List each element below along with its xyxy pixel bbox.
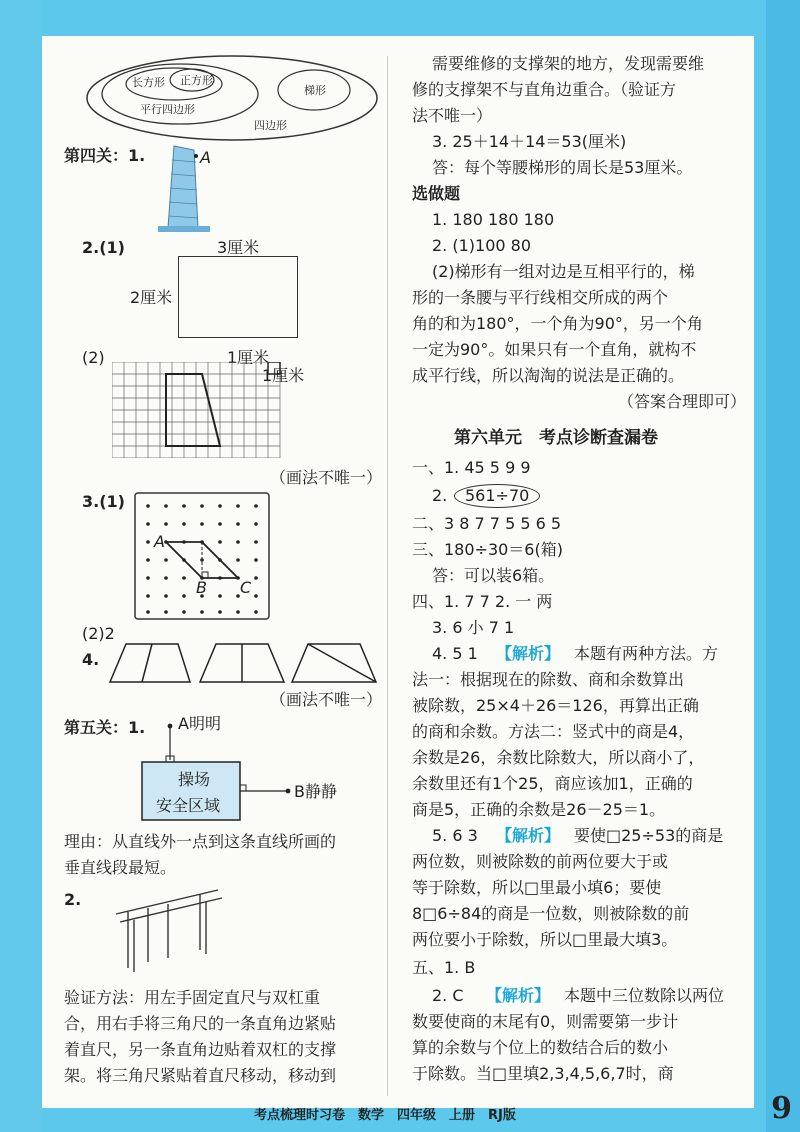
wu2-jiexi: 【解析】 — [486, 986, 551, 1005]
si5b-2: 8□6÷84的商是一位数，则被除数的前 — [412, 904, 690, 923]
q3: 3. 25＋14＋14＝53(厘米) — [432, 132, 627, 151]
x2: 2. (1)100 80 — [432, 236, 531, 255]
verify-2: 着直尺，另一条直角边贴着双杠的支撑 — [64, 1040, 337, 1059]
y2: 2. — [432, 486, 448, 505]
si4b-2: 的商和余数。方法二：竖式中的商是4， — [412, 722, 695, 741]
dot-grid-figure — [134, 492, 270, 620]
si5-text: 要使□25÷53的商是 — [574, 826, 724, 845]
dot-A: A — [154, 532, 165, 551]
rect-top-label: 3厘米 — [217, 238, 260, 257]
cont-2: 法不唯一） — [412, 106, 493, 125]
s4-3-2: (2)2 — [82, 624, 115, 643]
s4-2-1: 2.(1) — [82, 238, 125, 257]
page-left-edge — [0, 0, 42, 1132]
si4-jiexi: 【解析】 — [496, 644, 561, 663]
rectangle-figure — [178, 256, 298, 338]
field-2: 安全区域 — [156, 796, 221, 815]
venn-para: 平行四边形 — [140, 103, 195, 116]
wu1: 五、1. B — [412, 958, 476, 977]
venn-rect: 长方形 — [132, 76, 165, 89]
si4b-5: 商是5，正确的余数是26－25＝1。 — [412, 800, 666, 819]
page-right-band — [766, 0, 800, 1132]
pt-A: A明明 — [178, 714, 221, 733]
y1: 一、1. 45 5 9 9 — [412, 458, 531, 477]
parallel-bars-figure — [108, 884, 228, 974]
x1: 1. 180 180 180 — [432, 210, 555, 229]
venn-trap: 梯形 — [304, 84, 326, 97]
dot-C: C — [240, 578, 252, 597]
xuanzuo-heading: 选做题 — [412, 184, 461, 203]
wu2-text: 本题中三位数除以两位 — [564, 986, 725, 1005]
quadrilateral-venn-diagram — [82, 50, 382, 150]
si4b-1: 被除数，25×4＋26＝126，再算出正确 — [412, 696, 699, 715]
field-1: 操场 — [178, 770, 211, 789]
x2b-2: 角的和为180°，一个角为90°，另一个角 — [412, 314, 703, 333]
wu2: 2. C — [432, 986, 464, 1005]
verify-0: 验证方法：用左手固定直尺与双杠重 — [64, 988, 321, 1007]
page-number: 9 — [771, 1091, 792, 1126]
trapezoid-divisions-figure — [108, 642, 378, 684]
grid-top-label: 1厘米 — [227, 348, 270, 367]
y2-circled: 561÷70 — [454, 484, 540, 508]
si4b-3: 余数是26，余数比除数大，所以商小了， — [412, 748, 705, 767]
note-1: （画法不唯一） — [270, 468, 383, 487]
s4-3-1: 3.(1) — [82, 492, 125, 511]
verify-1: 合，用右手将三角尺的一条直角边紧贴 — [64, 1014, 337, 1033]
reason-1: 垂直线段最短。 — [64, 858, 177, 877]
x2b-3: 一定为90°。如果只有一个直角，就构不 — [412, 340, 697, 359]
si5-jiexi: 【解析】 — [496, 826, 561, 845]
s4-2-2: (2) — [82, 348, 105, 367]
si5b-1: 等于除数，所以□里最小填6；要使 — [412, 878, 662, 897]
tower-label: A — [200, 148, 211, 167]
right-note: （答案合理即可） — [618, 392, 747, 411]
wu2b-0: 数要使商的末尾有0，则需要第一步计 — [412, 1012, 679, 1031]
page-footer — [0, 1091, 800, 1132]
s4-4: 4. — [82, 650, 100, 669]
pt-B: B静静 — [294, 782, 337, 801]
si3: 3. 6 小 7 1 — [432, 618, 515, 637]
reason-0: 理由：从直线外一点到这条直线所画的 — [64, 832, 337, 851]
x2b-1: 形的一条腰与平行线相交所成的两个 — [412, 288, 669, 307]
venn-square: 正方形 — [180, 74, 213, 87]
s4-1: 第四关：1. — [64, 146, 146, 165]
er: 二、3 8 7 7 5 5 6 5 — [412, 514, 562, 533]
rect-left-label: 2厘米 — [130, 288, 173, 307]
column-divider — [387, 56, 388, 1096]
grid-right-label: 1厘米 — [262, 366, 305, 385]
si5: 5. 6 3 — [432, 826, 478, 845]
san: 三、180÷30＝6(箱) — [412, 540, 563, 559]
si4: 4. 5 1 — [432, 644, 478, 663]
si5b-0: 两位数，则被除数的前两位要大于或 — [412, 852, 669, 871]
a3: 答：每个等腰梯形的周长是53厘米。 — [432, 158, 693, 177]
si5b-3: 两位要小于除数，所以□里最大填3。 — [412, 930, 678, 949]
verify-3: 架。将三角尺紧贴着直尺移动，移动到 — [64, 1066, 337, 1085]
san-answer: 答：可以装6箱。 — [432, 566, 555, 585]
si4b-4: 余数里还有1个25，商应该加1，正确的 — [412, 774, 693, 793]
x2b-0: (2)梯形有一组对边是互相平行的，梯 — [432, 262, 695, 281]
si4-text: 本题有两种方法。方 — [574, 644, 719, 663]
unit-title: 第六单元 考点诊断查漏卷 — [454, 428, 658, 448]
venn-outer: 四边形 — [254, 119, 287, 132]
answer-page — [42, 36, 754, 1108]
si1: 四、1. 7 7 2. 一 两 — [412, 592, 553, 611]
wu2b-1: 算的余数与个位上的数结合后的数小 — [412, 1038, 669, 1057]
s5-2: 2. — [64, 890, 82, 909]
footer-text: 考点梳理时习卷 数学 四年级 上册 RJ版 — [254, 1108, 516, 1123]
s5-1: 第五关：1. — [64, 718, 146, 737]
x2b-4: 成平行线，所以淘淘的说法是正确的。 — [412, 366, 685, 385]
dot-B: B — [196, 578, 207, 597]
wu2b-2: 于除数。当□里填2,3,4,5,6,7时，商 — [412, 1064, 674, 1083]
si4b-0: 法一：根据现在的除数、商和余数算出 — [412, 670, 685, 689]
cont-1: 修的支撑架不与直角边重合。（验证方 — [412, 80, 677, 99]
note-2: （画法不唯一） — [270, 690, 383, 709]
grid-trapezoid-figure — [112, 362, 282, 458]
cont-0: 需要维修的支撑架的地方，发现需要维 — [432, 54, 705, 73]
